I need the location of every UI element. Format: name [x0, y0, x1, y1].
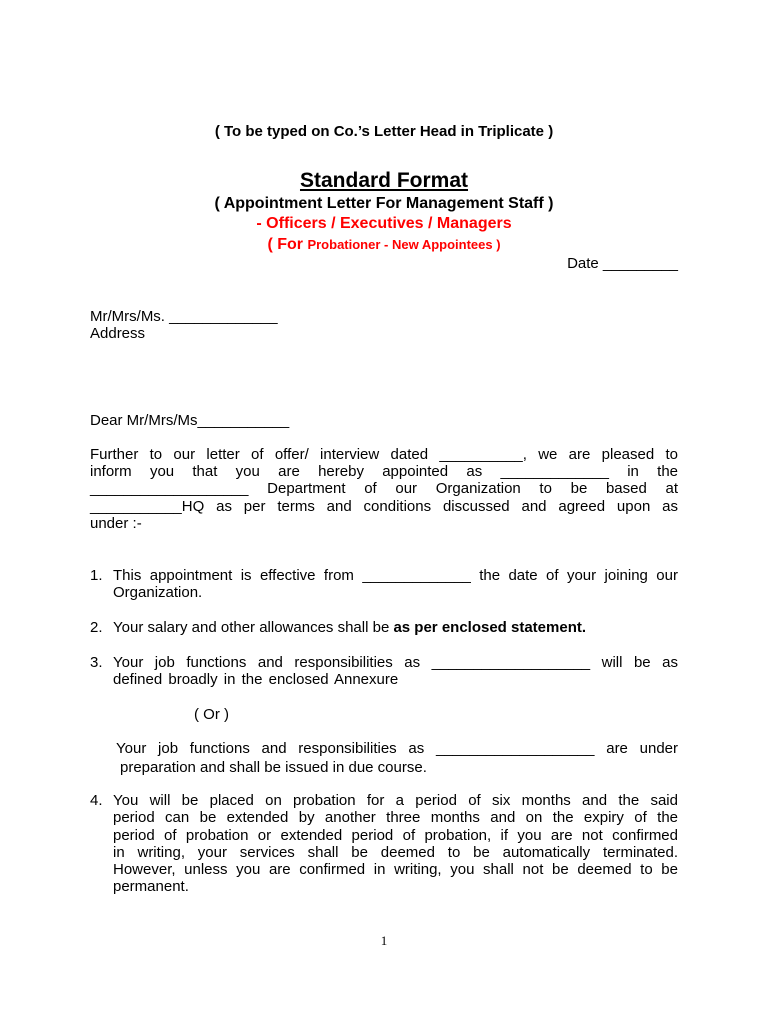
clause-line: permanent.: [113, 878, 189, 895]
letterhead-instruction: ( To be typed on Co.’s Letter Head in Triplicate ): [214, 123, 554, 140]
staff-category: - Officers / Executives / Managers: [256, 215, 512, 232]
clause-line: period of probation or extended period of probation, if you are not confirmed: [113, 827, 678, 844]
address-label: Address: [90, 325, 146, 342]
clause-line: This appointment is effective from _____________ the date of your joining our: [113, 567, 678, 584]
clause-line: in writing, your services shall be deemed to be automatically terminated.: [113, 844, 678, 861]
clause-line: You will be placed on probation for a period of six months and the said: [113, 792, 678, 809]
clause-number: 3.: [90, 654, 103, 671]
clause-number: 1.: [90, 567, 103, 584]
intro-line: Further to our letter of offer/ interview dated __________, we are pleased to: [90, 446, 678, 463]
intro-line: inform you that you are hereby appointed as _____________ in the: [90, 463, 678, 480]
clause-number: 4.: [90, 792, 103, 809]
intro-line: under :-: [90, 515, 142, 532]
clause-line: preparation and shall be issued in due course.: [120, 759, 427, 776]
clause-line: [113, 619, 586, 636]
intro-line: ___________HQ as per terms and conditions discussed and agreed upon as: [90, 498, 678, 515]
clause-line: defined broadly in the enclosed Annexure: [113, 671, 399, 688]
salutation: Dear Mr/Mrs/Ms___________: [90, 412, 290, 429]
date-line: Date _________: [567, 255, 678, 272]
clause-line: period can be extended by another three months and on the expiry of the: [113, 809, 678, 826]
clause-line: However, unless you are confirmed in writing, you shall not be deemed to be: [113, 861, 678, 878]
clause-line: Organization.: [113, 584, 203, 601]
clause-line: Your job functions and responsibilities as ___________________ will be as: [113, 654, 678, 671]
clause-number: 2.: [90, 619, 103, 636]
for-prefix: ( For: [267, 236, 308, 253]
addressee-name-line: Mr/Mrs/Ms. _____________: [90, 308, 278, 325]
clause-line: Your job functions and responsibilities as ___________________ are under: [116, 740, 678, 757]
appointee-type: [0, 236, 768, 254]
intro-line: ___________________ Department of our Organization to be based at: [90, 480, 678, 497]
clause-text: Your salary and other allowances shall be: [113, 619, 394, 636]
document-subtitle: ( Appointment Letter For Management Staff ): [214, 195, 554, 212]
or-separator: ( Or ): [194, 706, 229, 723]
clause-emphasis: as per enclosed statement.: [393, 619, 587, 636]
document-title: Standard Format: [299, 169, 469, 192]
appointee-detail: Probationer - New Appointees ): [307, 237, 501, 252]
page-number: 1: [380, 933, 388, 948]
